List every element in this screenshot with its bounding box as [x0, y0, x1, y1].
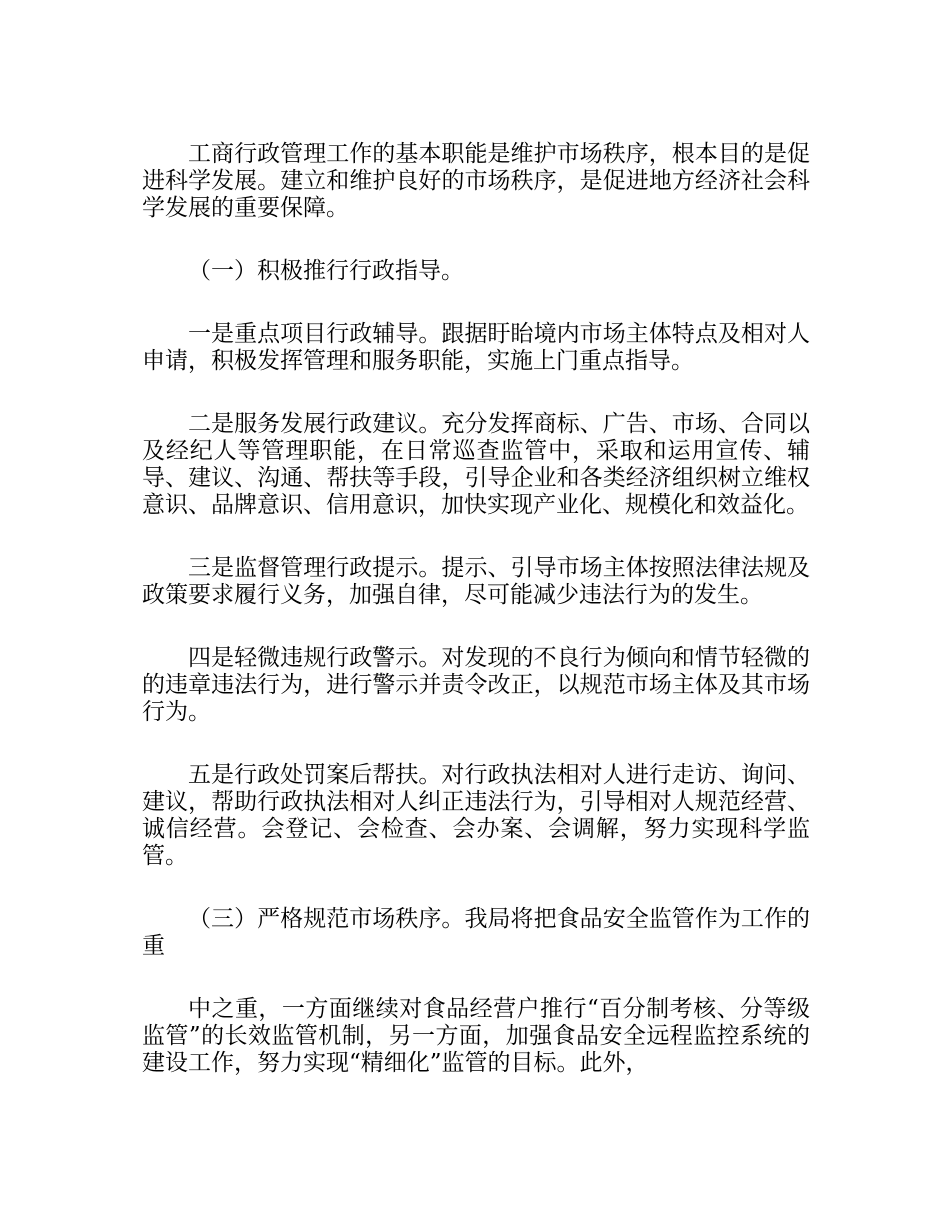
paragraph-item-1: 一是重点项目行政辅导。跟据盱眙境内市场主体特点及相对人申请，积极发挥管理和服务职能，实施上门重点指导。 [142, 321, 810, 374]
paragraph-intro: 工商行政管理工作的基本职能是维护市场秩序，根本目的是促进科学发展。建立和维护良好的市场秩序，是促进地方经济社会科学发展的重要保障。 [142, 141, 810, 221]
document-body [142, 141, 810, 1113]
section-heading-1: （一）积极推行行政指导。 [188, 258, 464, 284]
paragraph-item-4: 四是轻微违规行政警示。对发现的不良行为倾向和情节轻微的的违章违法行为，进行警示并责令改正，以规范市场主体及其市场行为。 [142, 645, 810, 725]
section-heading-3: （三）严格规范市场秩序。我局将把食品安全监管作为工作的重 [142, 906, 810, 959]
paragraph-item-5: 五是行政处罚案后帮扶。对行政执法相对人进行走访、询问、建议，帮助行政执法相对人纠正违法行为，引导相对人规范经营、诚信经营。会登记、会检查、会办案、会调解，努力实现科学监管。 [142, 762, 810, 869]
paragraph-item-2: 二是服务发展行政建议。充分发挥商标、广告、市场、合同以及经纪人等管理职能，在日常巡查监管中，采取和运用宣传、辅导、建议、沟通、帮扶等手段，引导企业和各类经济组织树立维权意识、品牌意识、信用意识，加快实现产业化、规模化和效益化。 [142, 411, 810, 518]
paragraph-item-3: 三是监督管理行政提示。提示、引导市场主体按照法律法规及政策要求履行义务，加强自律，尽可能减少违法行为的发生。 [142, 555, 810, 608]
paragraph-continuation: 中之重，一方面继续对食品经营户推行“百分制考核、分等级监管”的长效监管机制，另一方面，加强食品安全远程监控系统的建设工作，努力实现“精细化”监管的目标。此外， [142, 996, 810, 1076]
